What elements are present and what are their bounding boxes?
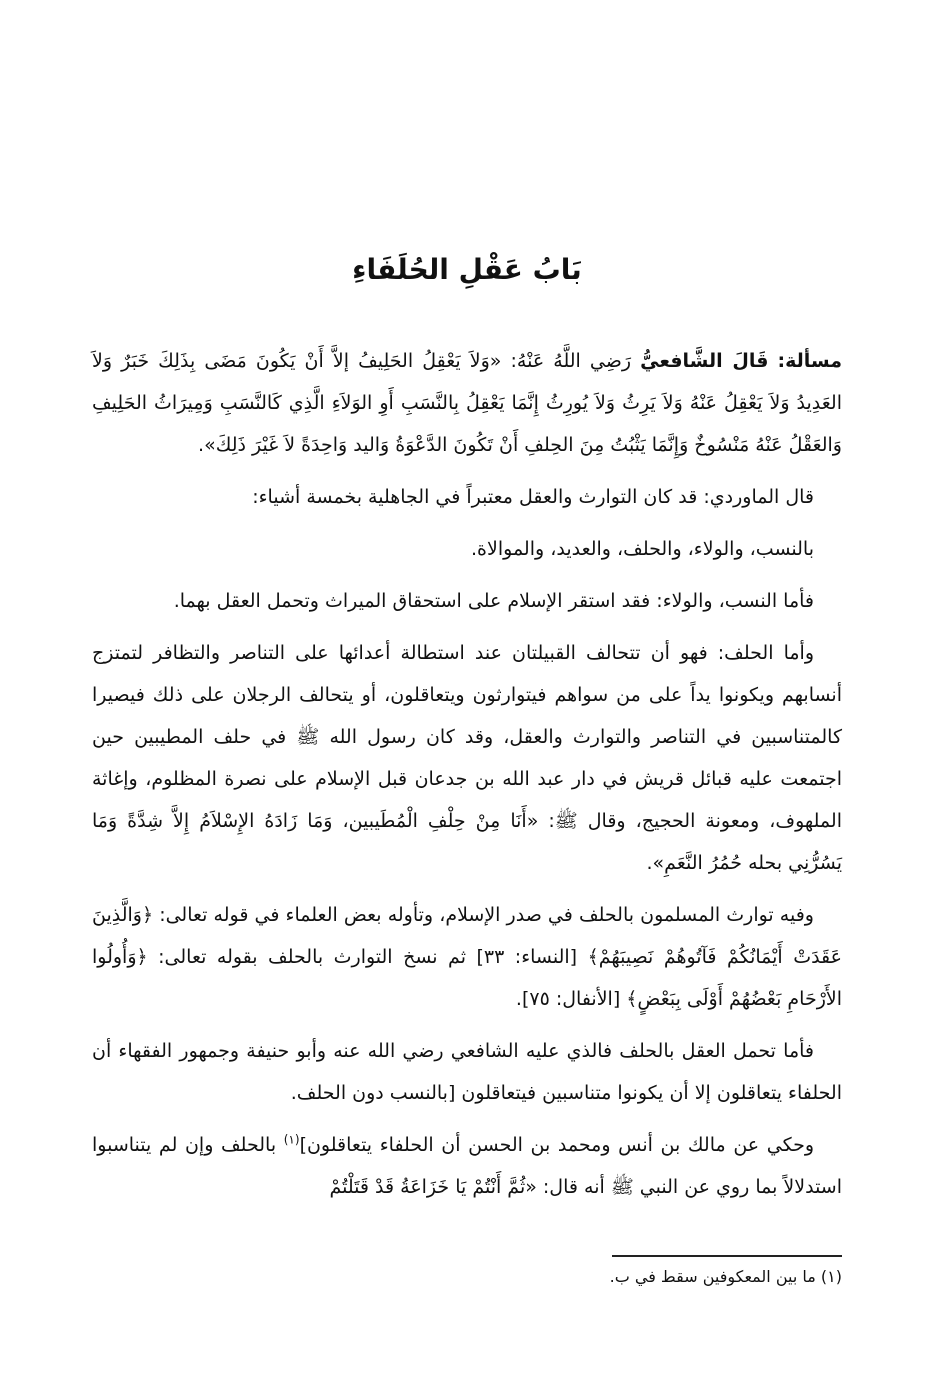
paragraph-8-text-a: وحكي عن مالك بن أنس ومحمد بن الحسن أن الحلفاء يتعاقلون] xyxy=(299,1134,814,1156)
footnote-marker: (١) xyxy=(283,1132,300,1147)
book-page xyxy=(92,0,842,1375)
issue-label: مسألة: xyxy=(777,350,843,372)
body-text xyxy=(92,340,842,1218)
paragraph-6: وفيه توارث المسلمون بالحلف في صدر الإسلام، وتأوله بعض العلماء في قوله تعالى: ﴿وَالَّذِينَ عَقَدَتْ أَيْمَانُكُمْ فَآتُوهُمْ نَصِيبَهُمْ﴾ [النساء: ٣٣] ثم نسخ التوارث بالحلف بقوله تعالى: ﴿وَأُولُوا الأَرْحَامِ بَعْضُهُمْ أَوْلَى بِبَعْضٍ﴾ [الأنفال: ٧٥]. xyxy=(92,904,842,1010)
paragraph-1-text: رَضِي اللَّهُ عَنْهُ: «وَلاَ يَعْقِلُ الحَلِيفُ إلاَّ أَنْ يَكُونَ مَضَى بِذَلِكَ خَبَرٌ وَلاَ العَدِيدُ وَلاَ يَعْقِلُ عَنْهُ وَلاَ يَرِثُ وَلاَ يُورِثُ إِنَّمَا يَعْقِلُ بِالنَّسَبِ أَوِ الوَلاَءِ الَّذِي كَالنَّسَبِ وَمِيرَاثُ الحَلِيفِ وَالعَقْلُ عَنْهُ مَنْسُوخٌ وَإِنَّمَا يَثْبُتُ مِنَ الحِلفِ أَنْ تَكُونَ الدَّعْوَةُ وَاليد وَاحِدَةً لاَ غَيْرَ ذَلِكَ». xyxy=(92,350,842,456)
paragraph-1 xyxy=(92,340,842,466)
chapter-title: بَابُ عَقْلِ الحُلَفَاءِ xyxy=(352,253,582,286)
paragraph-7: فأما تحمل العقل بالحلف فالذي عليه الشافعي رضي الله عنه وأبو حنيفة وجمهور الفقهاء أن الحلفاء يتعاقلون إلا أن يكونوا متناسبين فيتعاقلون [بالنسب دون الحلف. xyxy=(92,1040,842,1104)
paragraph-8 xyxy=(92,1124,842,1208)
footnote-divider xyxy=(612,1255,842,1257)
paragraph-4: فأما النسب، والولاء: فقد استقر الإسلام على استحقاق الميراث وتحمل العقل بهما. xyxy=(173,590,814,612)
paragraph-2: قال الماوردي: قد كان التوارث والعقل معتبراً في الجاهلية بخمسة أشياء: xyxy=(252,486,814,508)
paragraph-8-text-b: بالحلف وإن لم يتناسبوا استدلالاً بما روي عن النبي ﷺ أنه قال: «ثُمَّ أَنْتُمْ يَا خَزَاعَةُ قَدْ قَتَلْتُمْ xyxy=(92,1134,842,1198)
paragraph-5: وأما الحلف: فهو أن تتحالف القبيلتان عند استطالة أعدائها على التناصر والتظافر لتمتزج أنسابهم ويكونوا يداً على من سواهم فيتوارثون ويتعاقلون، أو يتحالف الرجلان على ذلك فيصيرا كالمتناسبين في التناصر والتوارث والعقل، وقد كان رسول الله ﷺ في حلف المطيبين حين اجتمعت عليه قبائل قريش في دار عبد الله بن جدعان قبل الإسلام على نصرة المظلوم، وإغاثة الملهوف، ومعونة الحجيج، وقال ﷺ: «أَنَا مِنْ حِلْفِ الْمُطَيبين، وَمَا زَادَهُ الإِسْلاَمُ إِلاَّ شِدَّةً وَمَا يَسُرُّنِي بحله حُمُرُ النَّعَمِ». xyxy=(92,642,842,874)
paragraph-3: بالنسب، والولاء، والحلف، والعديد، والموالاة. xyxy=(471,538,814,560)
speaker-name: قَالَ الشَّافعيُّ xyxy=(640,350,769,372)
footnote: (١) ما بين المعكوفين سقط في ب. xyxy=(609,1267,842,1286)
